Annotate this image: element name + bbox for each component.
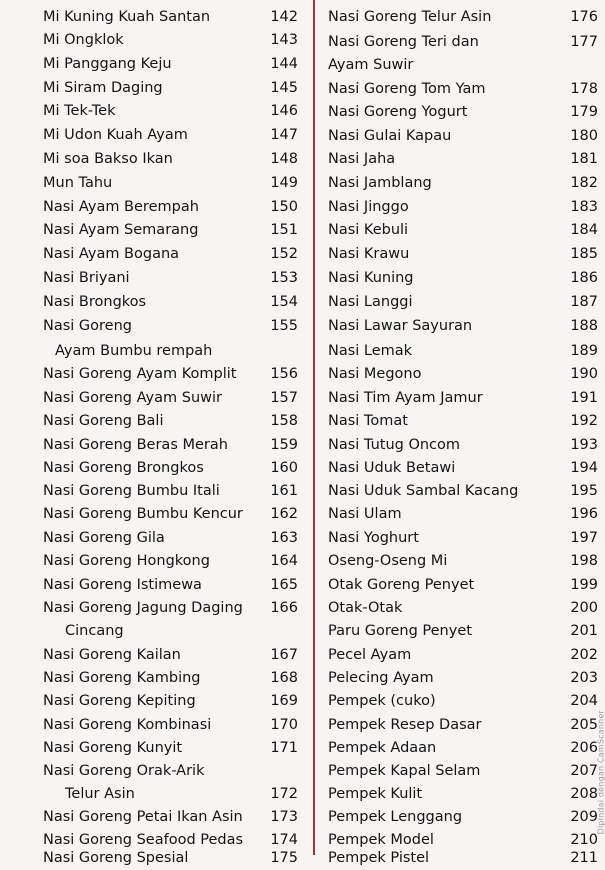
toc-entry-page-number: 205 bbox=[570, 717, 598, 733]
toc-entry-page-number: 174 bbox=[270, 832, 298, 848]
toc-entry bbox=[328, 480, 596, 503]
toc-entry-title: Nasi Brongkos bbox=[43, 294, 147, 310]
toc-entry-page-number: 206 bbox=[570, 740, 598, 756]
toc-entry bbox=[328, 243, 596, 266]
toc-entry-title: Nasi Lemak bbox=[328, 343, 413, 359]
toc-entry bbox=[65, 620, 300, 643]
toc-entry bbox=[43, 457, 300, 480]
toc-entry bbox=[328, 737, 596, 760]
toc-entry bbox=[328, 847, 596, 870]
toc-entry bbox=[328, 503, 596, 526]
toc-entry bbox=[55, 340, 300, 363]
toc-entry-title: Mi Tek-Tek bbox=[43, 103, 116, 119]
toc-entry-title: Mi Ongklok bbox=[43, 32, 124, 48]
toc-entry-title: Nasi Ayam Semarang bbox=[43, 222, 199, 238]
toc-right-column bbox=[318, 0, 600, 866]
toc-entry bbox=[43, 574, 300, 597]
toc-entry-title: Ayam Bumbu rempah bbox=[55, 343, 213, 359]
toc-entry-page-number: 169 bbox=[270, 693, 298, 709]
toc-entry bbox=[43, 410, 300, 433]
toc-entry-page-number: 155 bbox=[270, 318, 298, 334]
toc-entry-page-number: 173 bbox=[270, 809, 298, 825]
toc-entry-title: Pempek Resep Dasar bbox=[328, 717, 482, 733]
toc-entry-page-number: 196 bbox=[570, 506, 598, 522]
toc-entry-page-number: 171 bbox=[270, 740, 298, 756]
toc-entry bbox=[328, 340, 596, 363]
toc-entry bbox=[328, 667, 596, 690]
toc-entry-title: Nasi Lawar Sayuran bbox=[328, 318, 473, 334]
toc-entry-title: Nasi Goreng Beras Merah bbox=[43, 437, 228, 453]
toc-entry-page-number: 154 bbox=[270, 294, 298, 310]
toc-entry bbox=[328, 387, 596, 410]
toc-entry-page-number: 190 bbox=[570, 366, 598, 382]
toc-entry-page-number: 149 bbox=[270, 175, 298, 191]
toc-entry-page-number: 177 bbox=[570, 34, 598, 50]
toc-entry-title: Otak Goreng Penyet bbox=[328, 577, 475, 593]
toc-entry-page-number: 156 bbox=[270, 366, 298, 382]
toc-entry-page-number: 200 bbox=[570, 600, 598, 616]
toc-entry-page-number: 144 bbox=[270, 56, 298, 72]
toc-entry bbox=[43, 527, 300, 550]
toc-entry bbox=[43, 100, 300, 123]
toc-entry-page-number: 165 bbox=[270, 577, 298, 593]
toc-entry-page-number: 195 bbox=[570, 483, 598, 499]
toc-entry-page-number: 192 bbox=[570, 413, 598, 429]
toc-entry bbox=[43, 219, 300, 242]
toc-entry bbox=[43, 124, 300, 147]
toc-entry bbox=[43, 480, 300, 503]
toc-entry-title: Nasi Kebuli bbox=[328, 222, 409, 238]
toc-entry-page-number: 158 bbox=[270, 413, 298, 429]
toc-entry-page-number: 180 bbox=[570, 128, 598, 144]
toc-entry-page-number: 170 bbox=[270, 717, 298, 733]
toc-entry-title: Nasi Tomat bbox=[328, 413, 408, 429]
toc-entry-title: Nasi Goreng Hongkong bbox=[43, 553, 210, 569]
toc-entry-title: Nasi Goreng Telur Asin bbox=[328, 9, 492, 25]
toc-entry bbox=[328, 457, 596, 480]
toc-entry bbox=[328, 434, 596, 457]
toc-entry-title: Ayam Suwir bbox=[328, 57, 414, 73]
toc-entry-page-number: 188 bbox=[570, 318, 598, 334]
toc-entry bbox=[328, 172, 596, 195]
toc-entry-page-number: 182 bbox=[570, 175, 598, 191]
toc-entry-title: Pempek Adaan bbox=[328, 740, 437, 756]
toc-entry-page-number: 193 bbox=[570, 437, 598, 453]
toc-entry-page-number: 183 bbox=[570, 199, 598, 215]
toc-entry-page-number: 164 bbox=[270, 553, 298, 569]
toc-entry-title: Nasi Goreng Kunyit bbox=[43, 740, 183, 756]
toc-entry-title: Pempek Kulit bbox=[328, 786, 423, 802]
toc-entry bbox=[43, 363, 300, 386]
toc-entry bbox=[328, 315, 596, 338]
toc-entry-title: Nasi Goreng Ayam Suwir bbox=[43, 390, 222, 406]
toc-entry-page-number: 178 bbox=[570, 81, 598, 97]
toc-entry-title: Nasi Goreng Tom Yam bbox=[328, 81, 486, 97]
toc-entry-title: Nasi Jinggo bbox=[328, 199, 409, 215]
toc-entry bbox=[43, 434, 300, 457]
toc-entry bbox=[328, 196, 596, 219]
toc-entry-page-number: 153 bbox=[270, 270, 298, 286]
toc-entry-title: Nasi Tim Ayam Jamur bbox=[328, 390, 483, 406]
toc-entry-title: Nasi Goreng Kailan bbox=[43, 647, 181, 663]
toc-entry bbox=[328, 267, 596, 290]
toc-entry-title: Nasi Goreng Kambing bbox=[43, 670, 201, 686]
toc-entry-title: Telur Asin bbox=[65, 786, 135, 802]
toc-entry bbox=[43, 806, 300, 829]
toc-entry-title: Mi Siram Daging bbox=[43, 80, 163, 96]
toc-entry-title: Nasi Tutug Oncom bbox=[328, 437, 461, 453]
toc-entry bbox=[43, 148, 300, 171]
toc-entry-page-number: 210 bbox=[570, 832, 598, 848]
toc-entry bbox=[328, 620, 596, 643]
toc-entry-title: Pecel Ayam bbox=[328, 647, 412, 663]
toc-entry bbox=[328, 54, 596, 77]
toc-entry-title: Nasi Goreng Petai Ikan Asin bbox=[43, 809, 243, 825]
toc-entry bbox=[43, 550, 300, 573]
toc-entry-page-number: 194 bbox=[570, 460, 598, 476]
toc-entry-title: Nasi Goreng Gila bbox=[43, 530, 165, 546]
toc-entry-title: Pempek (cuko) bbox=[328, 693, 436, 709]
toc-entry-title: Nasi Uduk Sambal Kacang bbox=[328, 483, 519, 499]
toc-entry-title: Nasi Goreng Ayam Komplit bbox=[43, 366, 237, 382]
toc-entry bbox=[328, 783, 596, 806]
toc-entry-title: Nasi Yoghurt bbox=[328, 530, 419, 546]
toc-entry-page-number: 147 bbox=[270, 127, 298, 143]
toc-entry-title: Nasi Goreng Kombinasi bbox=[43, 717, 212, 733]
toc-entry-page-number: 157 bbox=[270, 390, 298, 406]
toc-entry-title: Nasi Briyani bbox=[43, 270, 130, 286]
column-divider bbox=[313, 0, 315, 855]
toc-entry-page-number: 166 bbox=[270, 600, 298, 616]
toc-entry-title: Nasi Goreng Orak-Arik bbox=[43, 763, 205, 779]
toc-entry-page-number: 202 bbox=[570, 647, 598, 663]
toc-entry bbox=[328, 574, 596, 597]
toc-entry bbox=[328, 125, 596, 148]
toc-entry-page-number: 184 bbox=[570, 222, 598, 238]
toc-entry-page-number: 211 bbox=[570, 850, 598, 866]
toc-entry bbox=[328, 714, 596, 737]
toc-entry-title: Nasi Gulai Kapau bbox=[328, 128, 452, 144]
toc-entry-page-number: 203 bbox=[570, 670, 598, 686]
toc-entry-page-number: 162 bbox=[270, 506, 298, 522]
toc-entry bbox=[328, 363, 596, 386]
toc-entry-title: Nasi Ulam bbox=[328, 506, 402, 522]
toc-entry bbox=[43, 847, 300, 870]
toc-entry-page-number: 187 bbox=[570, 294, 598, 310]
toc-entry-title: Nasi Megono bbox=[328, 366, 422, 382]
toc-entry bbox=[43, 196, 300, 219]
toc-entry-page-number: 179 bbox=[570, 104, 598, 120]
toc-entry bbox=[43, 737, 300, 760]
toc-entry-title: Nasi Uduk Betawi bbox=[328, 460, 456, 476]
toc-entry bbox=[43, 291, 300, 314]
toc-entry bbox=[43, 315, 300, 338]
toc-entry-page-number: 191 bbox=[570, 390, 598, 406]
toc-entry-title: Pempek Model bbox=[328, 832, 434, 848]
toc-entry-page-number: 142 bbox=[270, 9, 298, 25]
scanner-watermark: Dipindai dengan CamScanner bbox=[596, 710, 605, 835]
toc-entry bbox=[43, 503, 300, 526]
toc-entry-title: Nasi Ayam Berempah bbox=[43, 199, 199, 215]
toc-entry-page-number: 148 bbox=[270, 151, 298, 167]
toc-entry bbox=[43, 667, 300, 690]
toc-entry bbox=[43, 6, 300, 29]
toc-entry-title: Mi Udon Kuah Ayam bbox=[43, 127, 188, 143]
toc-entry-page-number: 186 bbox=[570, 270, 598, 286]
toc-entry-title: Nasi Jamblang bbox=[328, 175, 432, 191]
toc-entry bbox=[328, 148, 596, 171]
toc-entry bbox=[43, 760, 300, 783]
toc-entry-page-number: 143 bbox=[270, 32, 298, 48]
toc-entry bbox=[328, 550, 596, 573]
toc-entry bbox=[328, 6, 596, 29]
toc-entry-page-number: 185 bbox=[570, 246, 598, 262]
toc-entry-page-number: 208 bbox=[570, 786, 598, 802]
toc-entry-page-number: 152 bbox=[270, 246, 298, 262]
toc-entry bbox=[43, 53, 300, 76]
toc-entry-title: Nasi Ayam Bogana bbox=[43, 246, 180, 262]
toc-entry-title: Nasi Goreng Seafood Pedas bbox=[43, 832, 244, 848]
toc-entry bbox=[328, 644, 596, 667]
toc-entry-page-number: 145 bbox=[270, 80, 298, 96]
toc-entry-page-number: 167 bbox=[270, 647, 298, 663]
toc-entry-title: Mi Kuning Kuah Santan bbox=[43, 9, 211, 25]
toc-entry-title: Nasi Langgi bbox=[328, 294, 413, 310]
toc-entry-title: Paru Goreng Penyet bbox=[328, 623, 472, 639]
toc-entry bbox=[43, 714, 300, 737]
toc-entry bbox=[43, 172, 300, 195]
toc-entry-title: Pelecing Ayam bbox=[328, 670, 434, 686]
toc-entry bbox=[328, 410, 596, 433]
toc-entry-page-number: 176 bbox=[570, 9, 598, 25]
toc-entry-title: Nasi Goreng Bali bbox=[43, 413, 164, 429]
toc-entry bbox=[328, 219, 596, 242]
toc-entry-title: Pempek Kapal Selam bbox=[328, 763, 481, 779]
toc-entry-title: Nasi Goreng Yogurt bbox=[328, 104, 468, 120]
toc-entry bbox=[43, 690, 300, 713]
toc-entry bbox=[328, 527, 596, 550]
toc-entry-page-number: 207 bbox=[570, 763, 598, 779]
toc-entry bbox=[43, 243, 300, 266]
toc-entry-title: Nasi Goreng Istimewa bbox=[43, 577, 202, 593]
toc-entry-page-number: 199 bbox=[570, 577, 598, 593]
toc-entry-title: Pempek Pistel bbox=[328, 850, 430, 866]
toc-entry-page-number: 204 bbox=[570, 693, 598, 709]
toc-entry-title: Nasi Goreng Kepiting bbox=[43, 693, 196, 709]
toc-entry-title: Mi Panggang Keju bbox=[43, 56, 172, 72]
toc-entry bbox=[328, 291, 596, 314]
toc-entry-page-number: 197 bbox=[570, 530, 598, 546]
toc-entry bbox=[328, 101, 596, 124]
toc-entry-title: Nasi Goreng Bumbu Itali bbox=[43, 483, 220, 499]
toc-entry-page-number: 201 bbox=[570, 623, 598, 639]
toc-entry bbox=[43, 77, 300, 100]
toc-entry-title: Nasi Goreng Spesial bbox=[43, 850, 189, 866]
toc-entry bbox=[328, 78, 596, 101]
toc-entry-page-number: 160 bbox=[270, 460, 298, 476]
toc-entry-page-number: 163 bbox=[270, 530, 298, 546]
toc-entry-page-number: 172 bbox=[270, 786, 298, 802]
toc-entry-page-number: 198 bbox=[570, 553, 598, 569]
toc-entry bbox=[328, 760, 596, 783]
toc-entry bbox=[328, 31, 596, 54]
toc-entry-title: Nasi Kuning bbox=[328, 270, 414, 286]
toc-entry-page-number: 175 bbox=[270, 850, 298, 866]
toc-entry bbox=[43, 29, 300, 52]
toc-entry bbox=[43, 597, 300, 620]
toc-entry-page-number: 146 bbox=[270, 103, 298, 119]
toc-entry-title: Mun Tahu bbox=[43, 175, 113, 191]
toc-entry bbox=[328, 806, 596, 829]
toc-entry-title: Nasi Goreng Jagung Daging bbox=[43, 600, 243, 616]
toc-entry-page-number: 181 bbox=[570, 151, 598, 167]
toc-entry-page-number: 168 bbox=[270, 670, 298, 686]
toc-entry-page-number: 161 bbox=[270, 483, 298, 499]
toc-entry-title: Nasi Krawu bbox=[328, 246, 410, 262]
toc-entry-title: Mi soa Bakso Ikan bbox=[43, 151, 173, 167]
toc-entry bbox=[65, 783, 300, 806]
toc-entry bbox=[328, 690, 596, 713]
toc-entry bbox=[43, 387, 300, 410]
toc-entry-title: Nasi Goreng Brongkos bbox=[43, 460, 204, 476]
toc-entry bbox=[328, 597, 596, 620]
toc-entry-title: Cincang bbox=[65, 623, 124, 639]
toc-entry-title: Nasi Jaha bbox=[328, 151, 396, 167]
toc-entry-title: Nasi Goreng Bumbu Kencur bbox=[43, 506, 243, 522]
toc-entry-title: Oseng-Oseng Mi bbox=[328, 553, 448, 569]
toc-entry-page-number: 159 bbox=[270, 437, 298, 453]
toc-entry-page-number: 151 bbox=[270, 222, 298, 238]
toc-entry-page-number: 150 bbox=[270, 199, 298, 215]
toc-entry-title: Otak-Otak bbox=[328, 600, 403, 616]
toc-entry-page-number: 209 bbox=[570, 809, 598, 825]
toc-entry bbox=[43, 644, 300, 667]
toc-entry-title: Pempek Lenggang bbox=[328, 809, 463, 825]
toc-entry-page-number: 189 bbox=[570, 343, 598, 359]
toc-entry-title: Nasi Goreng bbox=[43, 318, 132, 334]
toc-entry bbox=[43, 267, 300, 290]
toc-entry-title: Nasi Goreng Teri dan bbox=[328, 34, 479, 50]
